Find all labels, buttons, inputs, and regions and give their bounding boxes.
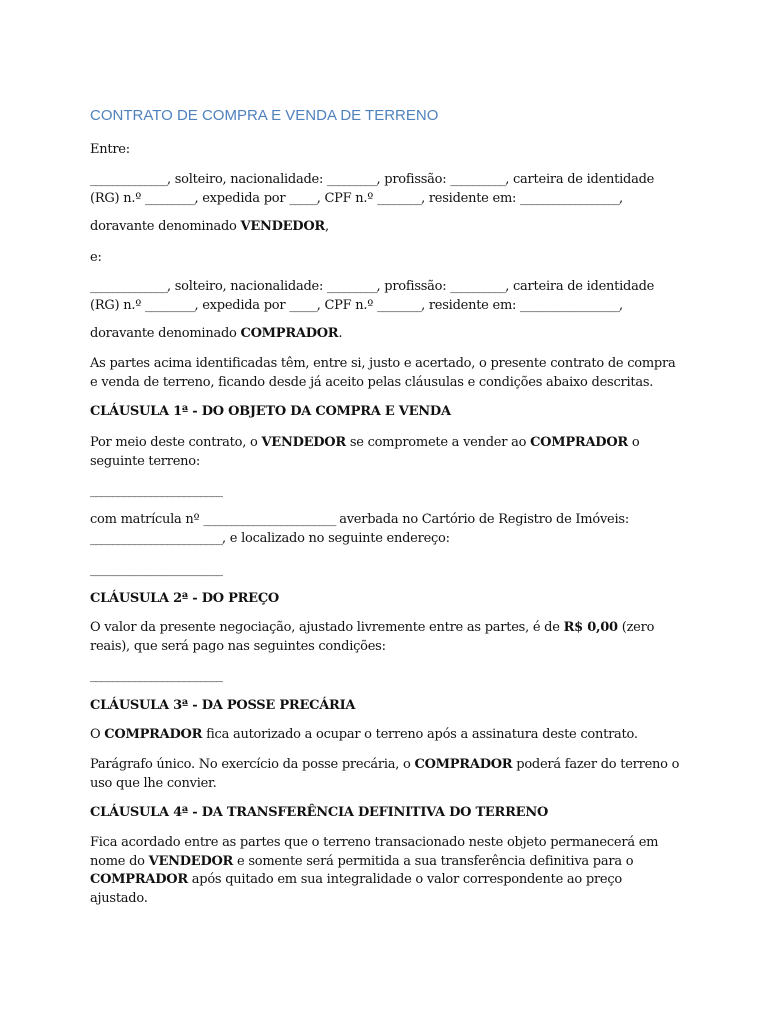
- text-fragment: , solteiro, nacionalidade:: [167, 279, 327, 294]
- buyer-role: COMPRADOR: [414, 757, 513, 772]
- clause1-heading: CLÁUSULA 1ª - DO OBJETO DA COMPRA E VENDA: [90, 404, 451, 419]
- clause4-paragraph1: [90, 834, 680, 908]
- text-fragment: , profissão:: [376, 172, 451, 187]
- buyer-role: COMPRADOR: [530, 435, 628, 450]
- text-fragment: o seguinte terreno:: [90, 435, 640, 469]
- clause2-heading: CLÁUSULA 2ª - DO PREÇO: [90, 591, 279, 606]
- text-fragment: fica autorizado a ocupar o terreno após a assinatura deste contrato.: [202, 727, 638, 742]
- text-fragment: ,: [324, 219, 329, 234]
- clause1-paragraph1: [90, 434, 680, 471]
- text-fragment: , residente em:: [421, 297, 521, 313]
- blank-field[interactable]: __________________: [520, 190, 620, 206]
- clause3-heading: CLÁUSULA 3ª - DA POSSE PRECÁRIA: [90, 698, 356, 713]
- text-fragment: , carteira de identidade: [505, 279, 655, 294]
- party1-qualification: [90, 171, 680, 208]
- text-fragment: com matrícula nº: [90, 512, 204, 527]
- text-fragment: , solteiro, nacionalidade:: [167, 172, 327, 187]
- text-fragment: (zero reais), que será pago nas seguintes condições:: [90, 620, 655, 654]
- text-fragment: Fica acordado entre as partes que o terreno transacionado neste objeto permanecerá em nome do: [90, 835, 659, 869]
- text-fragment: doravante denominado: [90, 326, 241, 341]
- blank-field[interactable]: _____: [289, 190, 317, 206]
- blank-field[interactable]: ________: [377, 297, 422, 313]
- text-fragment: (RG) n.º: [90, 297, 145, 313]
- text-fragment: O: [90, 727, 105, 742]
- text-fragment: poderá fazer do terreno o uso que lhe convier.: [90, 757, 680, 791]
- text-fragment: , expedida por: [194, 297, 290, 313]
- text-fragment: Por meio deste contrato, o: [90, 435, 262, 450]
- blank-field[interactable]: ________________________: [203, 512, 336, 527]
- blank-field[interactable]: ________________________: [90, 562, 222, 577]
- text-fragment: , residente em:: [421, 190, 521, 206]
- vendor-role: VENDEDOR: [240, 219, 325, 234]
- blank-field[interactable]: ________: [377, 190, 422, 206]
- text-fragment: averbada no Cartório de Registro de Imóveis:: [335, 512, 629, 527]
- clause3-paragraph2: [90, 756, 680, 793]
- blank-field[interactable]: __________: [450, 279, 506, 294]
- buyer-designation: [90, 325, 680, 344]
- blank-field[interactable]: _________: [144, 190, 195, 206]
- clause3-paragraph1: [90, 726, 680, 745]
- buyer-role: COMPRADOR: [90, 872, 188, 887]
- vendor-role: VENDEDOR: [261, 435, 346, 450]
- price-amount: R$ 0,00: [563, 620, 618, 635]
- text-fragment: se compromete a vender ao: [345, 435, 531, 450]
- text-fragment: , CPF n.º: [316, 190, 378, 206]
- text-fragment: ,: [619, 297, 623, 313]
- intro-text: Entre:: [90, 142, 130, 157]
- party2-qualification: [90, 278, 680, 315]
- blank-field[interactable]: _____: [289, 297, 317, 313]
- buyer-role: COMPRADOR: [104, 727, 203, 742]
- text-fragment: Parágrafo único. No exercício da posse precária, o: [90, 757, 415, 772]
- text-fragment: , CPF n.º: [316, 297, 378, 313]
- document-title: CONTRATO DE COMPRA E VENDA DE TERRENO: [90, 107, 439, 124]
- clause1-paragraph2: [90, 511, 680, 548]
- text-fragment: e somente será permitida a sua transferência definitiva para o: [233, 853, 634, 869]
- blank-field[interactable]: _________: [326, 172, 377, 187]
- text-fragment: O valor da presente negociação, ajustado livremente entre as partes, é de: [90, 620, 564, 635]
- blank-field[interactable]: _________: [144, 297, 195, 313]
- blank-field[interactable]: ______________: [90, 172, 167, 187]
- blank-field[interactable]: ________________________: [90, 530, 222, 546]
- text-fragment: ,: [619, 190, 623, 206]
- text-fragment: , e localizado no seguinte endereço:: [222, 530, 450, 546]
- text-fragment: após quitado em sua integralidade o valor correspondente ao preço ajustado.: [90, 872, 622, 906]
- text-fragment: , expedida por: [194, 190, 290, 206]
- clause4-heading: CLÁUSULA 4ª - DA TRANSFERÊNCIA DEFINITIVA DO TERRENO: [90, 805, 549, 820]
- text-fragment: (RG) n.º: [90, 190, 145, 206]
- clause2-paragraph1: [90, 619, 680, 656]
- text-fragment: , carteira de identidade: [505, 172, 655, 187]
- blank-field[interactable]: ______________: [90, 279, 167, 294]
- blank-field[interactable]: ________________________: [90, 668, 222, 683]
- vendor-designation: [90, 218, 680, 237]
- blank-field[interactable]: __________________: [520, 297, 620, 313]
- text-fragment: , profissão:: [376, 279, 451, 294]
- vendor-role: VENDEDOR: [148, 853, 234, 869]
- blank-field[interactable]: ________________________: [90, 483, 222, 498]
- text-fragment: doravante denominado: [90, 219, 241, 234]
- buyer-role: COMPRADOR: [240, 326, 339, 341]
- preamble-text: As partes acima identificadas têm, entre si, justo e acertado, o presente contrato de compra e venda de terreno, ficando desde já aceito pelas cláusulas e condições abaixo descritas.: [90, 356, 676, 390]
- text-fragment: .: [338, 326, 343, 341]
- blank-field[interactable]: __________: [450, 172, 506, 187]
- blank-field[interactable]: _________: [326, 279, 377, 294]
- connector-text: e:: [90, 250, 102, 265]
